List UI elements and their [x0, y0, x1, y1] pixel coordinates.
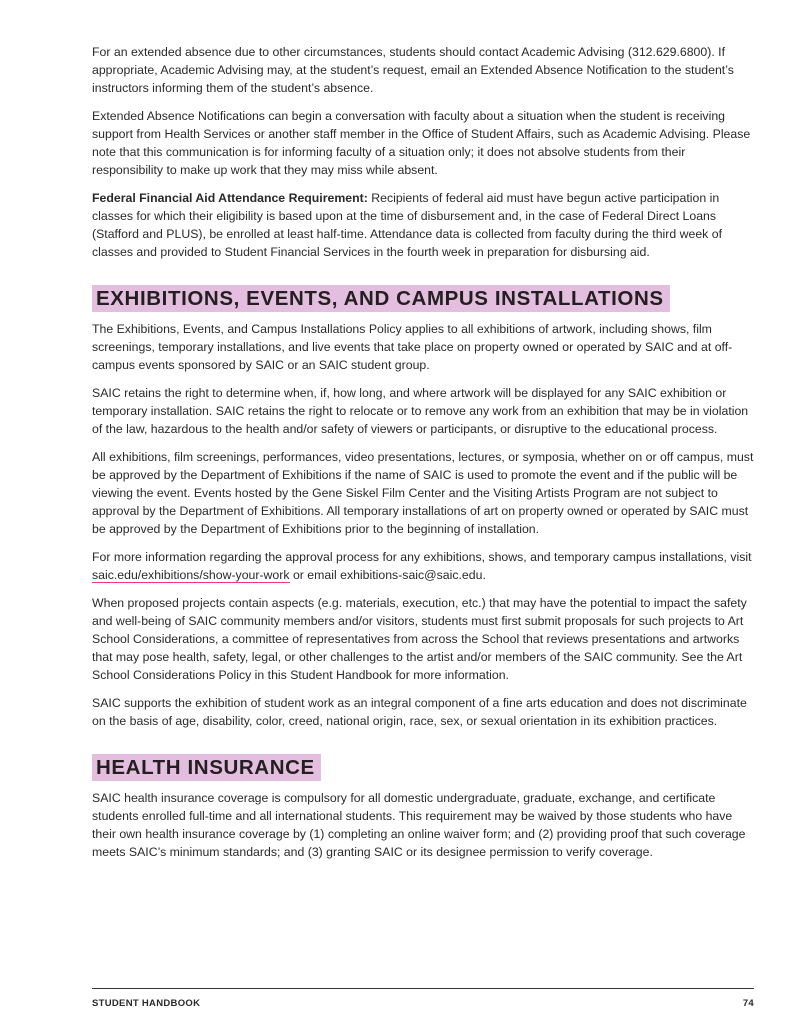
paragraph: The Exhibitions, Events, and Campus Installations Policy applies to all exhibitions of artwork, including shows, film screenings, temporary installations, and live events that take place on property owned or operated by SAIC and at off-campus events sponsored by SAIC or an SAIC student group.: [92, 322, 733, 372]
section-heading-exhibitions: EXHIBITIONS, EVENTS, AND CAMPUS INSTALLATIONS: [92, 285, 670, 312]
footer-title: STUDENT HANDBOOK: [92, 998, 201, 1009]
paragraph: For an extended absence due to other circumstances, students should contact Academic Advising (312.629.6800). If appropriate, Academic Advising may, at the student’s request, email an Extended Absence Notification to the student’s instructors informing them of the student’s absence.: [92, 45, 734, 95]
federal-aid-label: Federal Financial Aid Attendance Requirement:: [92, 191, 368, 205]
paragraph: All exhibitions, film screenings, performances, video presentations, lectures, or symposia, whether on or off campus, must be approved by the Department of Exhibitions if the name of SAIC is used to promote the event and if the public will be viewing the event. Events hosted by the Gene Siskel Film Center and the Visiting Artists Program are not subject to approval by the Department of Exhibitions. All temporary installations of art on property owned or operated by SAIC must be approved by the Department of Exhibitions prior to the beginning of installation.: [92, 450, 754, 536]
paragraph: [92, 548, 758, 584]
footer: [92, 998, 754, 1009]
footer-divider: [92, 988, 754, 989]
text: or email exhibitions-saic@saic.edu.: [289, 568, 486, 582]
section-heading-health-insurance: HEALTH INSURANCE: [92, 754, 321, 781]
paragraph: Extended Absence Notifications can begin a conversation with faculty about a situation when the student is receiving support from Health Services or another staff member in the Office of Student Affairs, such as Academic Advising. Please note that this communication is for informing faculty of a situation only; it does not absolve students from their responsibility to make up work that they may miss while absent.: [92, 109, 751, 177]
show-your-work-link[interactable]: saic.edu/exhibitions/show-your-work: [92, 568, 290, 582]
federal-aid-paragraph: [92, 189, 758, 261]
paragraph: SAIC health insurance coverage is compulsory for all domestic undergraduate, graduate, exchange, and certificate students enrolled full-time and all international students. This requirement may be waived by those students who have their own health insurance coverage by (1) completing an online waiver form; and (2) providing proof that such coverage meets SAIC’s minimum standards; and (3) granting SAIC or its designee permission to verify coverage.: [92, 791, 746, 859]
page-number: 74: [742, 998, 754, 1009]
paragraph: SAIC supports the exhibition of student work as an integral component of a fine arts education and does not discriminate on the basis of age, disability, color, creed, national origin, race, sex, or sexual orientation in its exhibition practices.: [92, 696, 747, 728]
page-content: [92, 43, 758, 871]
paragraph: When proposed projects contain aspects (e.g. materials, execution, etc.) that may have the potential to impact the safety and well-being of SAIC community members and/or visitors, students must first submit proposals for such projects to Art School Considerations, a committee of representatives from across the School that reviews presentations and artworks that may pose health, safety, legal, or other challenges to the artist and/or members of the SAIC community. See the Art School Considerations Policy in this Student Handbook for more information.: [92, 596, 747, 682]
text: For more information regarding the approval process for any exhibitions, shows, and temporary campus installations, visit: [92, 550, 752, 564]
paragraph: SAIC retains the right to determine when, if, how long, and where artwork will be displayed for any SAIC exhibition or temporary installation. SAIC retains the right to relocate or to remove any work from an exhibition that may be in violation of the law, hazardous to the health and/or safety of viewers or participants, or disruptive to the educational process.: [92, 386, 749, 436]
federal-aid-text: Recipients of federal aid must have begun active participation in classes for which their eligibility is based upon at the time of disbursement and, in the case of Federal Direct Loans (Stafford and PLUS), be enrolled at least half-time. Attendance data is collected from faculty during the third week of classes and provided to Student Financial Services in the fourth week in preparation for disbursing aid.: [92, 191, 722, 259]
